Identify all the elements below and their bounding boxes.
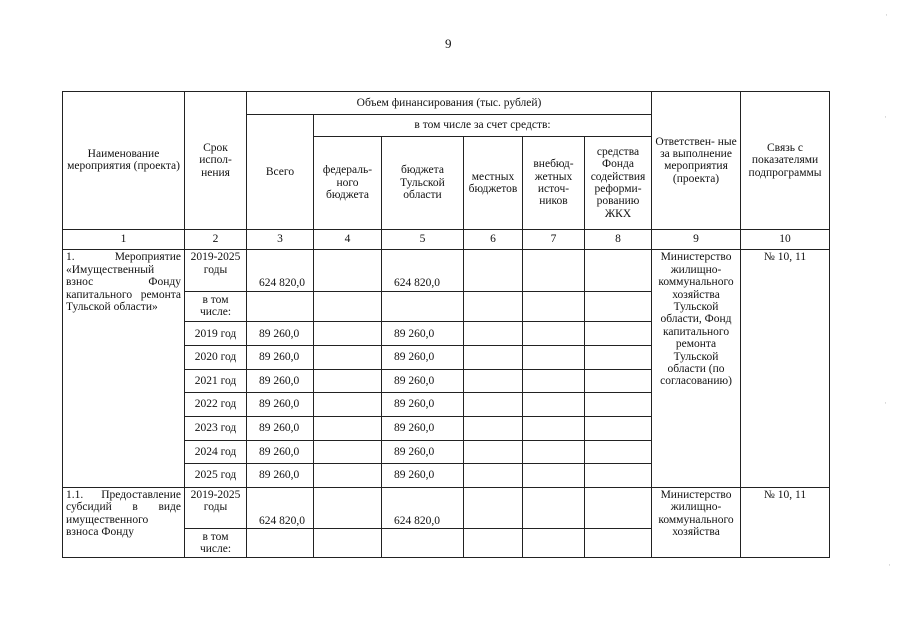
scan-mark: · bbox=[884, 112, 887, 122]
regional-value: 89 260,0 bbox=[382, 346, 464, 370]
measure-name: 1.1. Предоставление субсидий в виде имущественного взноса Фонду bbox=[63, 487, 185, 557]
scan-mark: · bbox=[885, 10, 888, 20]
header-link: Связь с показателями подпрограммы bbox=[741, 92, 830, 230]
total-value: 89 260,0 bbox=[247, 322, 314, 346]
total-value: 89 260,0 bbox=[247, 440, 314, 464]
column-number: 6 bbox=[464, 229, 523, 250]
column-number: 2 bbox=[185, 229, 247, 250]
header-local: местных бюджетов bbox=[464, 137, 523, 230]
total-value: 89 260,0 bbox=[247, 346, 314, 370]
header-extra: внебюд- жетных источ- ников bbox=[523, 137, 585, 230]
column-number: 10 bbox=[741, 229, 830, 250]
measure-name: 1. Мероприятие «Имущественный взнос Фонду капитального ремонта Тульской области» bbox=[63, 250, 185, 488]
total-value: 89 260,0 bbox=[247, 393, 314, 417]
including-label: в том числе: bbox=[185, 291, 247, 322]
regional-value: 89 260,0 bbox=[382, 464, 464, 488]
header-name: Наименование мероприятия (проекта) bbox=[63, 92, 185, 230]
column-number: 4 bbox=[314, 229, 382, 250]
year-label: 2019 год bbox=[185, 322, 247, 346]
year-label: 2020 год bbox=[185, 346, 247, 370]
column-number: 1 bbox=[63, 229, 185, 250]
measure-term: 2019-2025 годы bbox=[185, 487, 247, 528]
extra-value bbox=[523, 487, 585, 528]
table-row bbox=[63, 250, 830, 291]
measure-responsible: Министерство жилищно- коммунального хозяйства Тульской области, Фонд капитального ремонта Тульской области (по согласованию) bbox=[652, 250, 741, 488]
scan-mark: · bbox=[884, 398, 887, 408]
total-value: 89 260,0 bbox=[247, 464, 314, 488]
header-term: Срок испол- нения bbox=[185, 92, 247, 230]
regional-value: 89 260,0 bbox=[382, 393, 464, 417]
header-including-sources: в том числе за счет средств: bbox=[314, 114, 652, 137]
scan-mark: · bbox=[888, 560, 891, 570]
year-label: 2022 год bbox=[185, 393, 247, 417]
total-value: 89 260,0 bbox=[247, 417, 314, 441]
regional-value: 624 820,0 bbox=[382, 250, 464, 291]
header-funding-volume: Объем финансирования (тыс. рублей) bbox=[247, 92, 652, 115]
total-value: 624 820,0 bbox=[247, 487, 314, 528]
local-value bbox=[464, 487, 523, 528]
fund-value bbox=[585, 487, 652, 528]
column-number: 5 bbox=[382, 229, 464, 250]
total-value: 89 260,0 bbox=[247, 369, 314, 393]
header-federal: федераль- ного бюджета bbox=[314, 137, 382, 230]
year-label: 2024 год bbox=[185, 440, 247, 464]
column-number: 8 bbox=[585, 229, 652, 250]
column-number: 7 bbox=[523, 229, 585, 250]
regional-value: 89 260,0 bbox=[382, 440, 464, 464]
column-number-row bbox=[63, 229, 830, 250]
measure-link: № 10, 11 bbox=[741, 487, 830, 557]
funding-table bbox=[62, 91, 830, 558]
federal-value bbox=[314, 487, 382, 528]
year-label: 2021 год bbox=[185, 369, 247, 393]
column-number: 9 bbox=[652, 229, 741, 250]
measure-term: 2019-2025 годы bbox=[185, 250, 247, 291]
measure-link: № 10, 11 bbox=[741, 250, 830, 488]
including-label: в том числе: bbox=[185, 529, 247, 558]
local-value bbox=[464, 250, 523, 291]
header-fund: средства Фонда содействия реформи- рованию ЖКХ bbox=[585, 137, 652, 230]
header-responsible: Ответствен- ные за выполнение мероприятия (проекта) bbox=[652, 92, 741, 230]
year-label: 2025 год bbox=[185, 464, 247, 488]
page-number: 9 bbox=[445, 36, 452, 51]
header-row bbox=[63, 92, 830, 115]
federal-value bbox=[314, 250, 382, 291]
measure-responsible: Министерство жилищно- коммунального хозяйства bbox=[652, 487, 741, 557]
total-value: 624 820,0 bbox=[247, 250, 314, 291]
header-total: Всего bbox=[247, 114, 314, 229]
extra-value bbox=[523, 250, 585, 291]
regional-value: 89 260,0 bbox=[382, 322, 464, 346]
regional-value: 624 820,0 bbox=[382, 487, 464, 528]
regional-value: 89 260,0 bbox=[382, 369, 464, 393]
regional-value: 89 260,0 bbox=[382, 417, 464, 441]
column-number: 3 bbox=[247, 229, 314, 250]
fund-value bbox=[585, 250, 652, 291]
table-row bbox=[63, 487, 830, 528]
header-regional: бюджета Тульской области bbox=[382, 137, 464, 230]
year-label: 2023 год bbox=[185, 417, 247, 441]
